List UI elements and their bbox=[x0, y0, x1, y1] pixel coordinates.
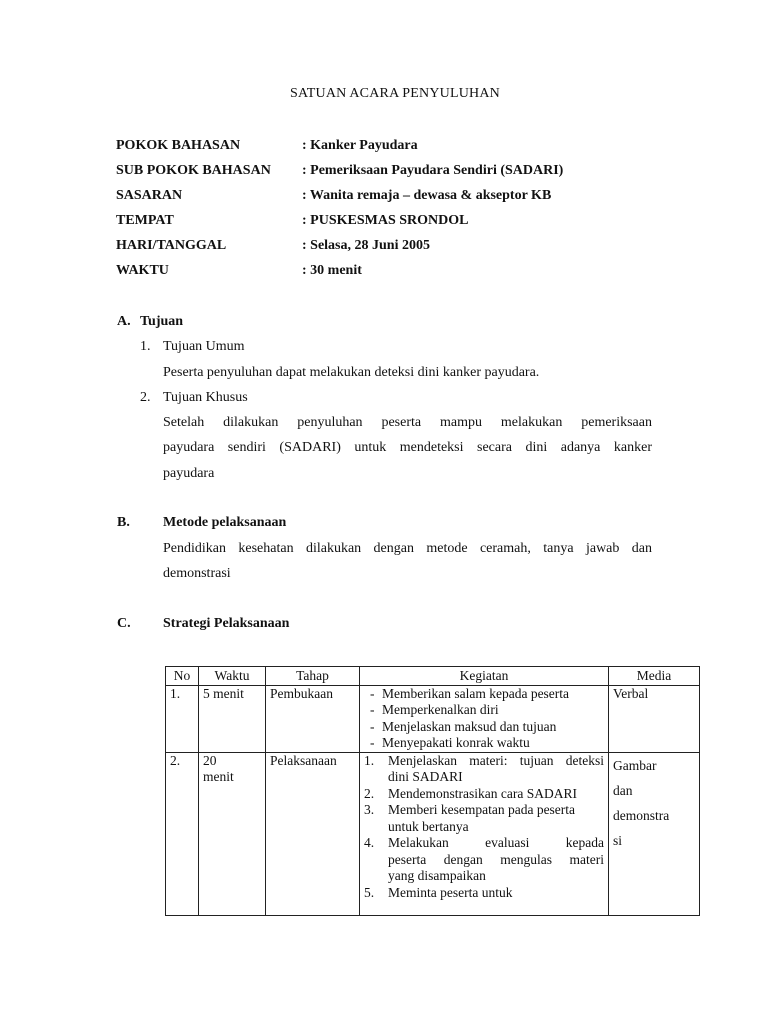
item-number: 1. bbox=[364, 752, 375, 768]
section-c-letter: C. bbox=[117, 616, 131, 631]
kegiatan-item: - Menjelaskan maksud dan tujuan bbox=[368, 719, 604, 736]
section-b-heading: Metode pelaksanaan bbox=[163, 515, 287, 530]
info-value: : Kanker Payudara bbox=[302, 138, 418, 153]
item-number: 4. bbox=[364, 835, 375, 850]
media-line: Gambar bbox=[613, 757, 657, 773]
item-line: Memberi kesempatan pada peserta bbox=[388, 802, 576, 817]
cell-no: 1. bbox=[166, 685, 199, 752]
tujuan-umum-title: Tujuan Umum bbox=[163, 339, 245, 354]
header-no: No bbox=[166, 667, 199, 686]
item-line: peserta dengan mengulas materi bbox=[388, 851, 604, 867]
info-label: POKOK BAHASAN bbox=[116, 138, 241, 153]
section-b-letter: B. bbox=[117, 515, 130, 530]
cell-kegiatan bbox=[360, 685, 609, 752]
kegiatan-item bbox=[364, 753, 604, 786]
item-line: untuk bertanya bbox=[388, 818, 469, 834]
info-value: : 30 menit bbox=[302, 263, 362, 278]
section-a-heading: Tujuan bbox=[140, 314, 184, 329]
item-line: dini SADARI bbox=[388, 769, 463, 784]
kegiatan-item: - Memperkenalkan diri bbox=[368, 702, 604, 719]
waktu-line: menit bbox=[203, 769, 234, 784]
cell-waktu bbox=[199, 752, 266, 916]
cell-no: 2. bbox=[166, 752, 199, 916]
info-label: SUB POKOK BAHASAN bbox=[116, 163, 271, 178]
tujuan-khusus-line: payudara bbox=[163, 466, 215, 481]
cell-kegiatan bbox=[360, 752, 609, 916]
item-number: 5. bbox=[364, 884, 375, 900]
header-media: Media bbox=[609, 667, 700, 686]
info-label: WAKTU bbox=[116, 263, 169, 278]
header-tahap: Tahap bbox=[266, 667, 360, 686]
document-title: SATUAN ACARA PENYULUHAN bbox=[290, 86, 500, 101]
metode-line: demonstrasi bbox=[163, 566, 231, 581]
info-value: : PUSKESMAS SRONDOL bbox=[302, 213, 469, 228]
item-line: Menjelaskan materi: tujuan deteksi bbox=[388, 752, 604, 768]
item-number: 2. bbox=[364, 785, 375, 801]
info-value: : Pemeriksaan Payudara Sendiri (SADARI) bbox=[302, 163, 564, 178]
item-line: yang disampaikan bbox=[388, 868, 486, 883]
kegiatan-item bbox=[364, 786, 604, 803]
cell-tahap: Pelaksanaan bbox=[266, 752, 360, 916]
tujuan-umum-number: 1. bbox=[140, 339, 151, 354]
item-line: Meminta peserta untuk bbox=[388, 884, 513, 900]
media-line: si bbox=[613, 832, 623, 848]
table-row bbox=[166, 752, 700, 916]
tujuan-khusus-number: 2. bbox=[140, 390, 151, 405]
media-line: dan bbox=[613, 782, 633, 798]
section-c-heading: Strategi Pelaksanaan bbox=[163, 616, 290, 631]
section-a-letter: A. bbox=[117, 314, 131, 329]
info-value: : Selasa, 28 Juni 2005 bbox=[302, 238, 430, 253]
header-waktu: Waktu bbox=[199, 667, 266, 686]
media-line: demonstra bbox=[613, 807, 670, 823]
item-line: Melakukan evaluasi kepada bbox=[388, 835, 604, 850]
item-line: Mendemonstrasikan cara SADARI bbox=[388, 785, 577, 801]
cell-waktu: 5 menit bbox=[199, 685, 266, 752]
kegiatan-item bbox=[364, 885, 604, 902]
table-row bbox=[166, 685, 700, 752]
kegiatan-item: - Memberikan salam kepada peserta bbox=[368, 686, 604, 703]
strategy-table bbox=[165, 666, 700, 916]
tujuan-umum-text: Peserta penyuluhan dapat melakukan deteksi dini kanker payudara. bbox=[163, 365, 540, 380]
tujuan-khusus-line: payudara sendiri (SADARI) untuk mendeteksi secara dini adanya kanker bbox=[163, 440, 652, 455]
kegiatan-item bbox=[364, 835, 604, 885]
item-number: 3. bbox=[364, 802, 375, 817]
cell-media: Verbal bbox=[609, 685, 700, 752]
cell-tahap: Pembukaan bbox=[266, 685, 360, 752]
info-label: HARI/TANGGAL bbox=[116, 238, 227, 253]
kegiatan-item bbox=[364, 802, 604, 835]
kegiatan-item: - Menyepakati konrak waktu bbox=[368, 735, 604, 752]
waktu-line: 20 bbox=[203, 752, 217, 768]
tujuan-khusus-title: Tujuan Khusus bbox=[163, 390, 248, 405]
info-value: : Wanita remaja – dewasa & akseptor KB bbox=[302, 188, 552, 203]
tujuan-khusus-line: Setelah dilakukan penyuluhan peserta mampu melakukan pemeriksaan bbox=[163, 415, 652, 430]
header-kegiatan: Kegiatan bbox=[360, 667, 609, 686]
cell-media bbox=[609, 752, 700, 916]
metode-line: Pendidikan kesehatan dilakukan dengan metode ceramah, tanya jawab dan bbox=[163, 541, 652, 556]
info-label: SASARAN bbox=[116, 188, 183, 203]
table-header-row bbox=[166, 667, 700, 686]
info-label: TEMPAT bbox=[116, 213, 174, 228]
